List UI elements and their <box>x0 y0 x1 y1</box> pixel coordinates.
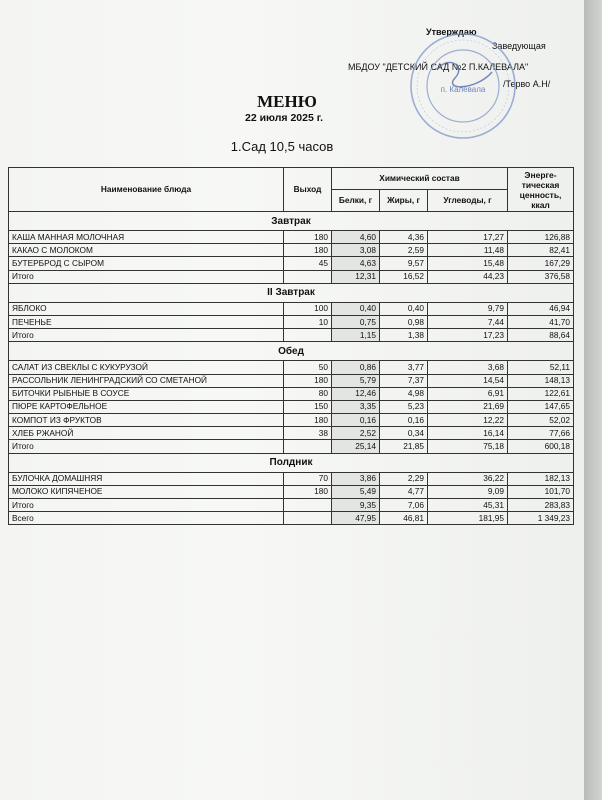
protein-value: 4,60 <box>332 231 380 244</box>
protein-value: 25,14 <box>332 440 380 453</box>
signature-mark <box>437 62 492 86</box>
protein-value: 4,63 <box>332 257 380 270</box>
energy-value: 52,02 <box>508 414 574 427</box>
table-row <box>9 257 574 270</box>
section-total-row <box>9 440 574 453</box>
table-row <box>9 361 574 374</box>
table-row <box>9 302 574 315</box>
header-carbs: Углеводы, г <box>428 190 508 212</box>
carbs-value: 181,95 <box>428 512 508 525</box>
dish-name: РАССОЛЬНИК ЛЕНИНГРАДСКИЙ СО СМЕТАНОЙ <box>9 374 284 387</box>
energy-value: 46,94 <box>508 302 574 315</box>
protein-value: 2,52 <box>332 427 380 440</box>
protein-value: 3,35 <box>332 400 380 413</box>
dish-output: 180 <box>284 414 332 427</box>
approval-signatory: /Терво А.Н/ <box>503 79 551 89</box>
menu-date: 22 июля 2025 г. <box>245 112 323 124</box>
header-energy: Энерге-тическая ценность, ккал <box>508 168 574 212</box>
table-row <box>9 485 574 498</box>
protein-value: 12,46 <box>332 387 380 400</box>
stamp-text: п. Калевала <box>440 85 486 94</box>
carbs-value: 9,09 <box>428 485 508 498</box>
dish-name: МОЛОКО КИПЯЧЕНОЕ <box>9 485 284 498</box>
carbs-value: 17,23 <box>428 329 508 342</box>
header-chemical-composition: Химический состав <box>332 168 508 190</box>
protein-value: 5,49 <box>332 485 380 498</box>
table-row <box>9 315 574 328</box>
dish-output: 70 <box>284 472 332 485</box>
section-header-row <box>9 212 574 231</box>
dish-name: КАША МАННАЯ МОЛОЧНАЯ <box>9 231 284 244</box>
dish-name: КАКАО С МОЛОКОМ <box>9 244 284 257</box>
dish-output: 50 <box>284 361 332 374</box>
dish-output: 180 <box>284 231 332 244</box>
protein-value: 1,15 <box>332 329 380 342</box>
dish-output <box>284 329 332 342</box>
section-total-row <box>9 499 574 512</box>
energy-value: 147,65 <box>508 400 574 413</box>
dish-output: 150 <box>284 400 332 413</box>
table-row <box>9 414 574 427</box>
carbs-value: 9,79 <box>428 302 508 315</box>
fat-value: 9,57 <box>380 257 428 270</box>
energy-value: 600,18 <box>508 440 574 453</box>
dish-name: ХЛЕБ РЖАНОЙ <box>9 427 284 440</box>
protein-value: 0,40 <box>332 302 380 315</box>
energy-value: 52,11 <box>508 361 574 374</box>
carbs-value: 44,23 <box>428 270 508 283</box>
dish-output: 100 <box>284 302 332 315</box>
dish-name: КОМПОТ ИЗ ФРУКТОВ <box>9 414 284 427</box>
approval-position: Заведующая <box>492 41 546 51</box>
fat-value: 4,36 <box>380 231 428 244</box>
dish-output: 45 <box>284 257 332 270</box>
dish-output: 180 <box>284 485 332 498</box>
dish-name: БИТОЧКИ РЫБНЫЕ В СОУСЕ <box>9 387 284 400</box>
approval-organization: МБДОУ "ДЕТСКИЙ САД №2 П.КАЛЕВАЛА" <box>348 62 529 72</box>
dish-output <box>284 440 332 453</box>
fat-value: 7,37 <box>380 374 428 387</box>
fat-value: 0,40 <box>380 302 428 315</box>
dish-name: Итого <box>9 329 284 342</box>
dish-output <box>284 270 332 283</box>
carbs-value: 36,22 <box>428 472 508 485</box>
header-protein: Белки, г <box>332 190 380 212</box>
energy-value: 77,66 <box>508 427 574 440</box>
energy-value: 182,13 <box>508 472 574 485</box>
carbs-value: 16,14 <box>428 427 508 440</box>
dish-output: 180 <box>284 374 332 387</box>
protein-value: 0,75 <box>332 315 380 328</box>
carbs-value: 11,48 <box>428 244 508 257</box>
carbs-value: 14,54 <box>428 374 508 387</box>
energy-value: 1 349,23 <box>508 512 574 525</box>
fat-value: 4,77 <box>380 485 428 498</box>
energy-value: 101,70 <box>508 485 574 498</box>
carbs-value: 7,44 <box>428 315 508 328</box>
header-output: Выход <box>284 168 332 212</box>
fat-value: 46,81 <box>380 512 428 525</box>
fat-value: 16,52 <box>380 270 428 283</box>
dish-name: Итого <box>9 440 284 453</box>
table-row <box>9 427 574 440</box>
dish-name: Итого <box>9 499 284 512</box>
carbs-value: 3,68 <box>428 361 508 374</box>
menu-table-body <box>9 212 574 525</box>
section-header-row <box>9 453 574 472</box>
fat-value: 5,23 <box>380 400 428 413</box>
dish-name: Всего <box>9 512 284 525</box>
carbs-value: 6,91 <box>428 387 508 400</box>
fat-value: 3,77 <box>380 361 428 374</box>
dish-output: 10 <box>284 315 332 328</box>
dish-name: ЯБЛОКО <box>9 302 284 315</box>
fat-value: 7,06 <box>380 499 428 512</box>
dish-output <box>284 499 332 512</box>
fat-value: 0,98 <box>380 315 428 328</box>
protein-value: 0,86 <box>332 361 380 374</box>
energy-value: 126,88 <box>508 231 574 244</box>
dish-name: ПЮРЕ КАРТОФЕЛЬНОЕ <box>9 400 284 413</box>
section-title: Завтрак <box>9 212 574 231</box>
fat-value: 21,85 <box>380 440 428 453</box>
carbs-value: 15,48 <box>428 257 508 270</box>
dish-name: САЛАТ ИЗ СВЕКЛЫ С КУКУРУЗОЙ <box>9 361 284 374</box>
fat-value: 4,98 <box>380 387 428 400</box>
fat-value: 0,34 <box>380 427 428 440</box>
dish-output: 80 <box>284 387 332 400</box>
carbs-value: 21,69 <box>428 400 508 413</box>
dish-name: БУТЕРБРОД С СЫРОМ <box>9 257 284 270</box>
protein-value: 5,79 <box>332 374 380 387</box>
carbs-value: 12,22 <box>428 414 508 427</box>
carbs-value: 75,18 <box>428 440 508 453</box>
dish-name: Итого <box>9 270 284 283</box>
energy-value: 148,13 <box>508 374 574 387</box>
menu-title: МЕНЮ <box>257 92 317 111</box>
protein-value: 3,86 <box>332 472 380 485</box>
carbs-value: 45,31 <box>428 499 508 512</box>
section-title: Полдник <box>9 453 574 472</box>
energy-value: 122,61 <box>508 387 574 400</box>
carbs-value: 17,27 <box>428 231 508 244</box>
section-header-row <box>9 283 574 302</box>
section-total-row <box>9 270 574 283</box>
protein-value: 9,35 <box>332 499 380 512</box>
header-fat: Жиры, г <box>380 190 428 212</box>
section-title: II Завтрак <box>9 283 574 302</box>
menu-subtitle: 1.Сад 10,5 часов <box>230 139 334 154</box>
background-edge <box>584 0 602 800</box>
table-row <box>9 244 574 257</box>
table-row <box>9 387 574 400</box>
dish-name: БУЛОЧКА ДОМАШНЯЯ <box>9 472 284 485</box>
fat-value: 0,16 <box>380 414 428 427</box>
dish-output: 38 <box>284 427 332 440</box>
protein-value: 3,08 <box>332 244 380 257</box>
section-total-row <box>9 329 574 342</box>
protein-value: 12,31 <box>332 270 380 283</box>
section-header-row <box>9 342 574 361</box>
table-row <box>9 231 574 244</box>
fat-value: 1,38 <box>380 329 428 342</box>
protein-value: 0,16 <box>332 414 380 427</box>
energy-value: 167,29 <box>508 257 574 270</box>
energy-value: 88,64 <box>508 329 574 342</box>
energy-value: 82,41 <box>508 244 574 257</box>
menu-table <box>8 167 574 525</box>
energy-value: 283,83 <box>508 499 574 512</box>
fat-value: 2,59 <box>380 244 428 257</box>
energy-value: 376,58 <box>508 270 574 283</box>
table-row <box>9 472 574 485</box>
fat-value: 2,29 <box>380 472 428 485</box>
dish-name: ПЕЧЕНЬЕ <box>9 315 284 328</box>
table-row <box>9 374 574 387</box>
header-dish-name: Наименование блюда <box>9 168 284 212</box>
energy-value: 41,70 <box>508 315 574 328</box>
approval-heading: Утверждаю <box>426 27 477 37</box>
dish-output: 180 <box>284 244 332 257</box>
stamp-seal <box>407 30 519 142</box>
protein-value: 47,95 <box>332 512 380 525</box>
table-row <box>9 400 574 413</box>
section-title: Обед <box>9 342 574 361</box>
dish-output <box>284 512 332 525</box>
grand-total-row <box>9 512 574 525</box>
